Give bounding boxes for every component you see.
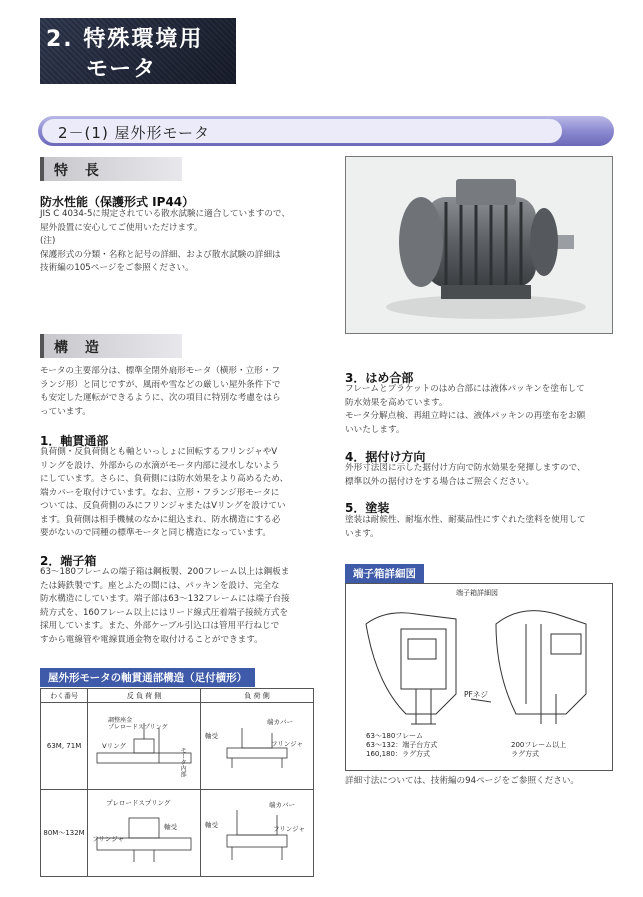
load-label: フリンジャ xyxy=(273,825,305,833)
s3-line: モータ分解点検、再組立時には、液体パッキンの再塗布をお願 xyxy=(345,411,586,421)
intro-line: モータの主要部分は、標準全閉外扇形モータ（横形・立形・フ xyxy=(40,366,280,376)
anti-label: プレロードスプリング xyxy=(108,724,168,731)
load-label: 軸受 xyxy=(205,821,219,829)
motor-photo xyxy=(345,156,613,334)
s3-body xyxy=(345,383,620,437)
terminal-left-caption xyxy=(366,732,437,759)
s4-body xyxy=(345,462,620,489)
s2-line: たは鋳鉄製です。座とふたの間には、パッキンを設け、完全な xyxy=(40,580,280,591)
s1-heading: 1．軸貫通部 xyxy=(40,434,109,448)
table-row xyxy=(41,790,314,877)
s2-heading: 2．端子箱 xyxy=(40,554,97,568)
anti-label: フリンジャ xyxy=(92,835,125,843)
caption-line: 63～180フレーム xyxy=(366,732,423,740)
motor-illustration xyxy=(346,157,612,333)
load-label: 端カバー xyxy=(269,801,296,809)
s1-line: リングを設け、外部からの水滴がモータ内部に浸水しないよう xyxy=(40,460,280,471)
s2-line: 採用しています。また、外部ケーブル引込口は管用平行ねじで xyxy=(40,621,280,631)
s1-line: 端カバーを取付けています。なお、立形・フランジ形モータに xyxy=(40,487,280,498)
s3-line: 防水効果を高めています。 xyxy=(345,397,448,408)
s1-line: 負荷側・反負荷側とも軸といっしょに回転するフリンジャやV xyxy=(40,447,278,457)
s5-body xyxy=(345,514,620,541)
features-body xyxy=(40,208,340,276)
load-label: 端カバー xyxy=(267,718,294,726)
s3-line: いいたします。 xyxy=(345,424,405,435)
features-note-line: 技術編の105ページをご参照ください。 xyxy=(40,263,194,273)
section-title: 2－(1) 屋外形モータ xyxy=(58,124,210,142)
intro-line: も安定した運転ができるように、次の項目に特別な考慮をはら xyxy=(40,393,281,403)
features-heading: 防水性能（保護形式 IP44） xyxy=(40,195,195,209)
row-anti-load-cell xyxy=(88,703,201,790)
terminal-drawing-title: 端子箱詳細図 xyxy=(456,589,498,597)
s1-line: 要がないので同種の標準モータと同じ構造になっています。 xyxy=(40,528,272,538)
terminal-right-caption xyxy=(511,741,566,759)
terminal-drawing xyxy=(345,583,613,771)
s2-line: 防水構造にしています。端子部は63～132フレームには端子台接 xyxy=(40,594,290,604)
col-frame-header: わく番号 xyxy=(41,689,88,703)
features-label: 特 長 xyxy=(54,163,105,179)
row-load-cell xyxy=(201,790,314,877)
table-row xyxy=(41,703,314,790)
s3-line: フレームとブラケットのはめ合部には液体パッキンを塗布して xyxy=(345,384,585,394)
s5-line: 塗装は耐候性、耐塩水性、耐薬品性にすぐれた塗料を使用して xyxy=(345,515,586,525)
anti-label: 軸受 xyxy=(164,823,178,831)
s5-heading: 5．塗装 xyxy=(345,501,390,515)
features-body-line: 屋外設置に安心してご使用いただけます。 xyxy=(40,222,203,233)
caption-line: 63～132：端子台方式 xyxy=(366,741,438,749)
features-note-line: 保護形式の分類・名称と記号の詳細、および散水試験の詳細は xyxy=(40,249,281,260)
pf-screw-label: PFネジ xyxy=(464,690,488,699)
s2-line: すから電線管や電線貫通金物を取付けることができます。 xyxy=(40,634,263,645)
caption-line: ラグ方式 xyxy=(511,750,539,758)
intro-line: ランジ形）と同じですが、風雨や雪などの厳しい屋外条件下で xyxy=(40,379,281,390)
row-anti-load-cell xyxy=(88,790,201,877)
s2-line: 続方式を、160フレーム以上にはリード線式圧着端子接続方式を xyxy=(40,607,289,618)
col-anti-load-header: 反 負 荷 側 xyxy=(88,689,201,703)
chapter-title-line1: 2. 特殊環境用 xyxy=(46,27,204,52)
s4-line: 外形寸法図に示した据付け方向で防水効果を発揮しますので、 xyxy=(345,463,586,473)
s2-line: 63～180フレームの端子箱は鋼板製、200フレーム以上は鋼板ま xyxy=(40,567,290,577)
s1-line: ます。負荷側は相手機械のなかに組込まれ、防水構造にする必 xyxy=(40,514,281,525)
s3-heading: 3．はめ合部 xyxy=(345,371,414,385)
shaft-structure-table xyxy=(40,688,314,877)
row-load-cell xyxy=(201,703,314,790)
caption-line: 200フレーム以上 xyxy=(511,741,567,749)
features-label-box xyxy=(40,157,182,181)
chapter-title-line2: モータ xyxy=(86,57,158,82)
row-frame: 80M～132M xyxy=(41,790,88,877)
s4-heading: 4．据付け方向 xyxy=(345,450,426,464)
row-frame: 63M, 71M xyxy=(41,703,88,790)
anti-label: プレロードスプリング xyxy=(106,799,171,807)
load-label: 軸受 xyxy=(205,732,219,740)
structure-label-box xyxy=(40,334,182,358)
structure-intro xyxy=(40,365,340,419)
s1-body xyxy=(40,446,340,541)
terminal-footnote: 詳細寸法については、技術編の94ページをご参照ください。 xyxy=(345,776,580,786)
s2-body xyxy=(40,566,340,647)
anti-label: モータ内部 xyxy=(179,747,187,777)
s1-line: にしています。さらに、負荷側には防水効果をより高めるため、 xyxy=(40,474,289,484)
shaft-table-tag: 屋外形モータの軸貫通部構造（足付横形） xyxy=(40,668,255,687)
caption-line: 160,180：ラグ方式 xyxy=(366,750,430,758)
anti-label: Vリング xyxy=(102,742,126,750)
col-load-header: 負 荷 側 xyxy=(201,689,314,703)
terminal-tag: 端子箱詳細図 xyxy=(345,564,424,583)
features-body-line: JIS C 4034-5に規定されている散水試験に適合していますので、 xyxy=(40,209,290,219)
intro-line: っています。 xyxy=(40,406,91,417)
s1-line: ついては、反負荷側のみにフリンジャまたはVリングを設けてい xyxy=(40,501,286,511)
anti-label: 調整座金 xyxy=(108,717,133,724)
s4-line: 標準以外の据付けをする場合はご照会ください。 xyxy=(345,476,535,487)
load-label: フリンジャ xyxy=(271,740,303,748)
s5-line: います。 xyxy=(345,528,379,539)
features-note-label: (注) xyxy=(40,236,56,246)
structure-label: 構 造 xyxy=(54,340,105,356)
